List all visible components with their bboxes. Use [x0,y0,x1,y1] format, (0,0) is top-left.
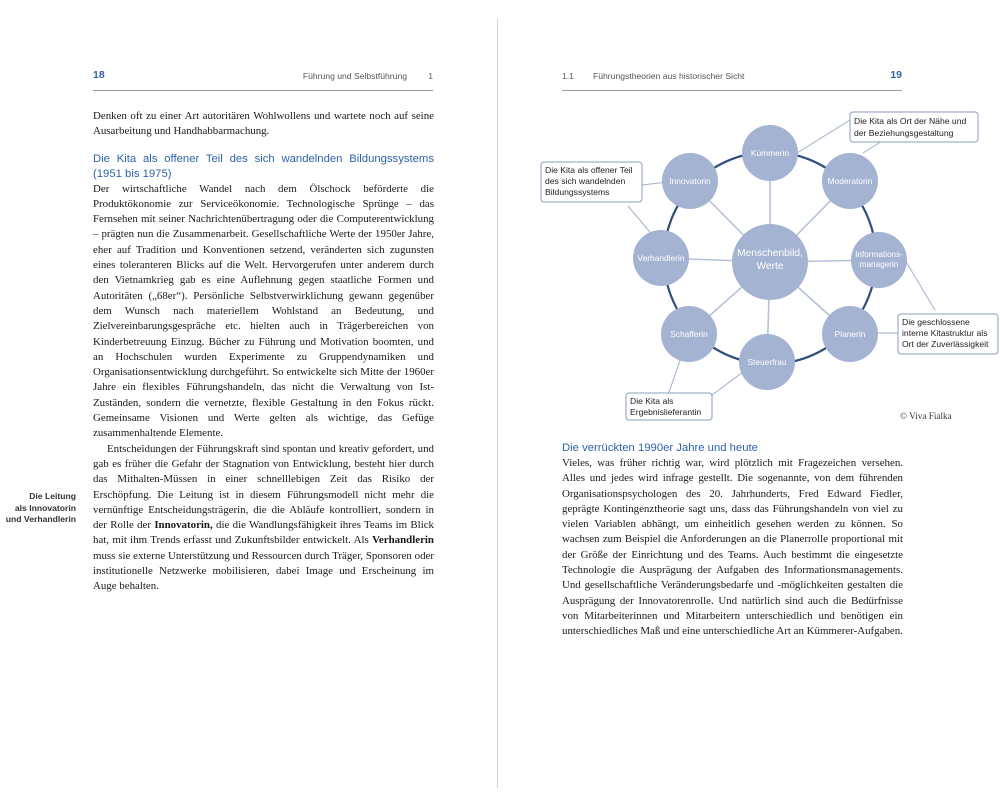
connector-informationsmanagerin [905,260,935,310]
right-header-rule [562,90,902,91]
label-verhandlerin: Verhandlerin [637,253,685,263]
label-planerin: Planerin [834,329,866,339]
label-innovatorin: Innovatorin [669,176,711,186]
right-running-header [562,71,902,87]
callout-geschlossene-line-1: Die geschlossene [902,317,970,327]
callout-offener-teil-line-1: Die Kita als offener Teil [545,165,633,175]
label-center-line-1: Menschenbild, [737,248,803,259]
margin-note-line: und Verhandlerin [5,514,76,524]
page-gutter [497,18,498,788]
left-running-title: Führung und Selbstführung [302,71,407,81]
left-paragraph-2-bold-innovatorin: Innovatorin, [154,519,213,532]
right-section-number: 1.1 [562,71,574,81]
callout-ergebnis-line-2: Ergebnislieferantin [630,407,702,417]
left-paragraph-1: Der wirtschaftliche Wandel nach dem Ölschock beförderte die Produktökonomie zur Serviceökonomie. Technologische Sprünge – das Fernsehen mit seiner Nachrichtenübertragung oder die Computerentwicklung – prägten nun die Zusammenarbeit. Gesellschaftliche Werte der 1950er Jahre, eher auf Tradition und Konventionen setzend, veränderten sich zugunsten eines toleranteren Blicks auf die Welt. Hervorgerufen unter anderem durch den Vietnamkrieg gab es eine Auflehnung gegen staatliche Formen und Autoritäten („68er“). Persönliche Selbstverwirklichung gewann gegenüber dem Wunsch nach materiellem Wohlstand an Bedeutung, und Zielvereinbarungsgespräche etc. hielten auch in Trägerbereichen von Kinderbetreuung Einzug. Bücher zu Führung und Motivation boomten, und an Hochschulen wurden Experimente zu Gruppendynamiken und Organisationsentwicklung durchgeführt. So entwickelte sich Mitte der 1960er Jahre ein flexibles Führungshandeln, das nicht die Verwaltung von Ist-Zuständen, sondern die vernetzte, flexible Gestaltung in den Fokus rückt. Gemeinsame Visionen und Werte gelten als wichtige, das Gefüge zusammenhaltende Elemente. [93,182,434,440]
label-steuerfrau: Steuerfrau [747,357,787,367]
callout-naehe-line-2: der Beziehungsgestaltung [854,128,954,138]
margin-note-line: Die Leitung [29,491,76,501]
left-chapter-number: 1 [428,71,433,81]
left-paragraph-2-text-c: muss sie externe Unterstützung und Ressourcen durch Träger, Sponsoren oder institutionelle Netzwerke mobilisieren, dabei Image und Erscheinung im Auge behalten. [93,549,434,593]
connector-kuemmerin [797,120,850,153]
label-moderatorin: Moderatorin [827,176,873,186]
callout-offener-teil-line-3: Bildungssystems [545,187,610,197]
diagram-svg [530,100,1000,430]
left-section-heading: Die Kita als offener Teil des sich wandelnden Bildungssystems (1951 bis 1975) [93,152,434,180]
left-paragraph-2-bold-verhandlerin: Verhandlerin [372,534,434,547]
image-credit: © Viva Fialka [900,411,952,421]
left-paragraph-2-text-a: Entscheidungen der Führungskraft sind spontan und kreativ gefordert, und gab es früher die Gefahr der Stagnation von Entwicklung, besteht hier durch das Mithalten-Müssen in einer schnelllebigen Zeit das Risiko der Erschöpfung. Die Leitung ist in diesem Führungsmodell nicht mehr die vernünftige Entscheidungsträgerin, die die Abläufe kontrolliert, sondern in der Rolle der [93,442,434,532]
callout-geschlossene-line-2: interne Kitastruktur als [902,328,988,338]
left-running-header [93,71,433,87]
callout-geschlossene-line-3: Ort der Zuverlässigkeit [902,339,989,349]
callout-offener-teil-line-2: des sich wandelnden [545,176,626,186]
right-section-heading: Die verrückten 1990er Jahre und heute [562,442,758,454]
right-paragraph: Vieles, was früher richtig war, wird plötzlich mit Fragezeichen versehen. Alles und jedes wird infrage gestellt. Die sogenannte, von dem führenden Organisationspsychologen des 20. Jahrhunderts, Fred Edward Fiedler, geprägte Kontingenztheorie sagt uns, dass das Führungshandeln von viel zu vielen Variablen abhängt, um einheitlich gesehen werden zu können. So wachsen zum Beispiel die Anforderungen an die Planerrolle proportional mit der Größe der Einrichtung und des Teams. Auch bestimmt die eingesetzte Technologie die Ausprägung der Aufgaben des Informationsmanagements. Und gesellschaftliche Veränderungsbedarfe und -möglichkeiten gestalten die Ausprägung der Innovatorenrolle. Und natürlich sind auch die Bedürfnisse von Mitarbeiterinnen und Mitarbeitern unterschiedlich und benötigen ein unterschiedliches Maß und eine unterschiedliche Art an Kümmerer-Aufgaben. [562,457,903,638]
right-body-text [562,431,903,640]
label-schafferin: Schafferin [670,329,708,339]
left-opening-paragraph: Denken oft zu einer Art autoritären Wohlwollens und wartete noch auf seine Ausarbeitung und Handhabbarmachung. [93,110,434,138]
label-center-line-2: Werte [756,261,784,272]
leadership-roles-diagram [530,100,1000,430]
callout-ergebnis-line-1: Die Kita als [630,396,674,406]
label-informationsmanagerin-line-1: Informations- [855,250,903,259]
label-kuemmerin: Kümmerin [750,148,790,158]
margin-note [0,491,76,526]
right-page-number: 19 [890,69,902,81]
left-paragraph-2-text-b: die die Wandlungsfähigkeit ihres Teams im Blick hat, mit ihm Trends erfasst und Zukunftsbilder entwickelt. Als [93,519,434,547]
margin-note-line: als Innovatorin [14,502,76,513]
left-header-rule [93,90,433,91]
right-running-title: Führungstheorien aus historischer Sicht [593,71,745,81]
left-page-number: 18 [93,69,105,81]
left-body-text [93,109,434,595]
callout-naehe-line-1: Die Kita als Ort der Nähe und [854,116,967,126]
connector-moderatorin [863,141,882,153]
left-paragraph-2 [93,442,434,595]
label-informationsmanagerin-line-2: managerin [859,260,899,269]
